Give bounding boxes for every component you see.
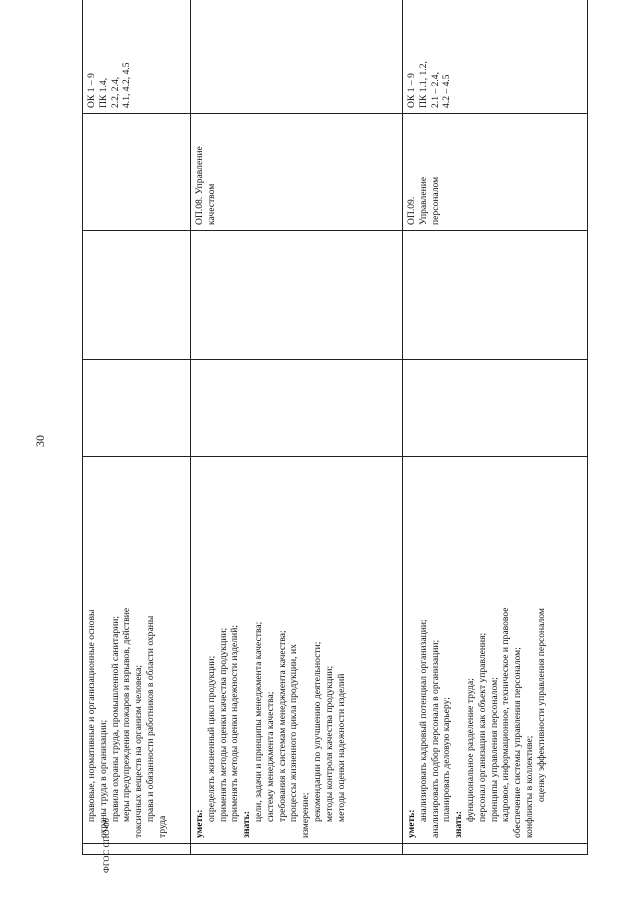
cell-discipline bbox=[191, 114, 403, 231]
discipline-line: качеством bbox=[205, 183, 217, 225]
knowledge-line: применять методы оценки надежности изделий; bbox=[229, 625, 241, 822]
knowledge-line: функциональное разделение труда; bbox=[464, 678, 476, 822]
competency-line: 4.2 – 4.5 bbox=[441, 74, 453, 108]
competency-line: ПК 1.4, bbox=[97, 77, 109, 108]
knowledge-line: систему менеджмента качества; bbox=[264, 691, 276, 822]
knowledge-line: методы оценки надежности изделий bbox=[335, 673, 347, 822]
cell-index bbox=[403, 844, 588, 855]
cell-empty bbox=[83, 360, 191, 457]
cell-knowledge bbox=[83, 457, 191, 844]
competency-line: ПК 1.1, 1.2, bbox=[417, 61, 429, 108]
cell-empty bbox=[83, 231, 191, 360]
cell-knowledge bbox=[191, 457, 403, 844]
cell-empty bbox=[403, 231, 588, 360]
znat-label: знать: bbox=[241, 811, 253, 838]
knowledge-line: персонал организации как объект управления; bbox=[476, 632, 488, 822]
knowledge-line: анализировать подбор персонала в организации; bbox=[429, 639, 441, 838]
cell-competencies bbox=[403, 0, 588, 114]
znat-label: знать: bbox=[453, 811, 465, 838]
cell-empty bbox=[191, 231, 403, 360]
knowledge-line: обеспечение системы управления персоналом; bbox=[512, 647, 524, 838]
competency-line: ОК 1 – 9 bbox=[406, 73, 417, 108]
knowledge-line: оценку эффективности управления персоналом bbox=[535, 608, 547, 802]
cell-index bbox=[191, 844, 403, 855]
knowledge-line: токсичных веществ на организм человека; bbox=[133, 664, 145, 838]
competency-line: 2.2, 2.4, bbox=[109, 76, 121, 108]
knowledge-line: кадровое, информационное, техническое и правовое bbox=[500, 607, 512, 822]
cell-empty bbox=[403, 360, 588, 457]
knowledge-line: анализировать кадровый потенциал организации; bbox=[417, 619, 429, 822]
cell-empty bbox=[191, 360, 403, 457]
knowledge-line: методы контроля качества продукции; bbox=[323, 665, 335, 822]
competency-line: ОК 1 – 9 bbox=[86, 73, 97, 108]
rotated-table-container bbox=[82, 45, 587, 855]
table-row bbox=[191, 0, 403, 855]
competency-line: 2.1 – 2.4, bbox=[429, 72, 441, 108]
knowledge-line: планировать деловую карьеру; bbox=[441, 697, 453, 822]
discipline-line: ОП.09. bbox=[406, 196, 417, 225]
knowledge-line: правовые, нормативные и организационные основы bbox=[86, 609, 97, 822]
knowledge-line: требования к системам менеджмента качества; bbox=[276, 630, 288, 822]
table-row bbox=[83, 0, 191, 855]
umet-label: уметь: bbox=[194, 809, 205, 838]
cell-knowledge bbox=[403, 457, 588, 844]
knowledge-line: принципы управления персоналом; bbox=[488, 677, 500, 822]
knowledge-line: правила охраны труда, промышленной санитарии; bbox=[109, 615, 121, 822]
discipline-line: Управление bbox=[417, 176, 429, 225]
knowledge-line: права и обязанности работников в области охраны bbox=[144, 615, 156, 822]
knowledge-line: определять жизненный цикл продукции; bbox=[205, 655, 217, 822]
knowledge-line: процессы жизненного цикла продукции, их bbox=[288, 644, 300, 822]
competency-line: 4.1, 4.2, 4.5 bbox=[121, 62, 133, 108]
knowledge-line: рекомендации по улучшению деятельности; bbox=[311, 641, 323, 822]
page-number: 30 bbox=[33, 435, 47, 447]
curriculum-table bbox=[82, 0, 588, 855]
table-row bbox=[403, 0, 588, 855]
knowledge-line: цели, задачи и принципы менеджмента качества; bbox=[252, 621, 264, 822]
knowledge-line: охраны труда в организации; bbox=[97, 719, 109, 838]
umet-label: уметь: bbox=[406, 809, 417, 838]
cell-index bbox=[83, 844, 191, 855]
knowledge-line: конфликты в коллективе; bbox=[523, 735, 535, 838]
cell-competencies bbox=[83, 0, 191, 114]
discipline-line: персоналом bbox=[429, 176, 441, 225]
cell-discipline bbox=[83, 114, 191, 231]
knowledge-line: применять методы оценки качества продукции; bbox=[217, 627, 229, 822]
knowledge-line: меры предупреждения пожаров и взрывов, действие bbox=[121, 607, 133, 822]
knowledge-line: измерение; bbox=[300, 792, 312, 838]
discipline-line: ОП.08. Управление bbox=[194, 146, 205, 225]
knowledge-line: труда bbox=[156, 815, 168, 838]
cell-discipline bbox=[403, 114, 588, 231]
cell-competencies bbox=[191, 0, 403, 114]
footer-standard-mark: ФГОС СПО-06 bbox=[101, 818, 111, 873]
